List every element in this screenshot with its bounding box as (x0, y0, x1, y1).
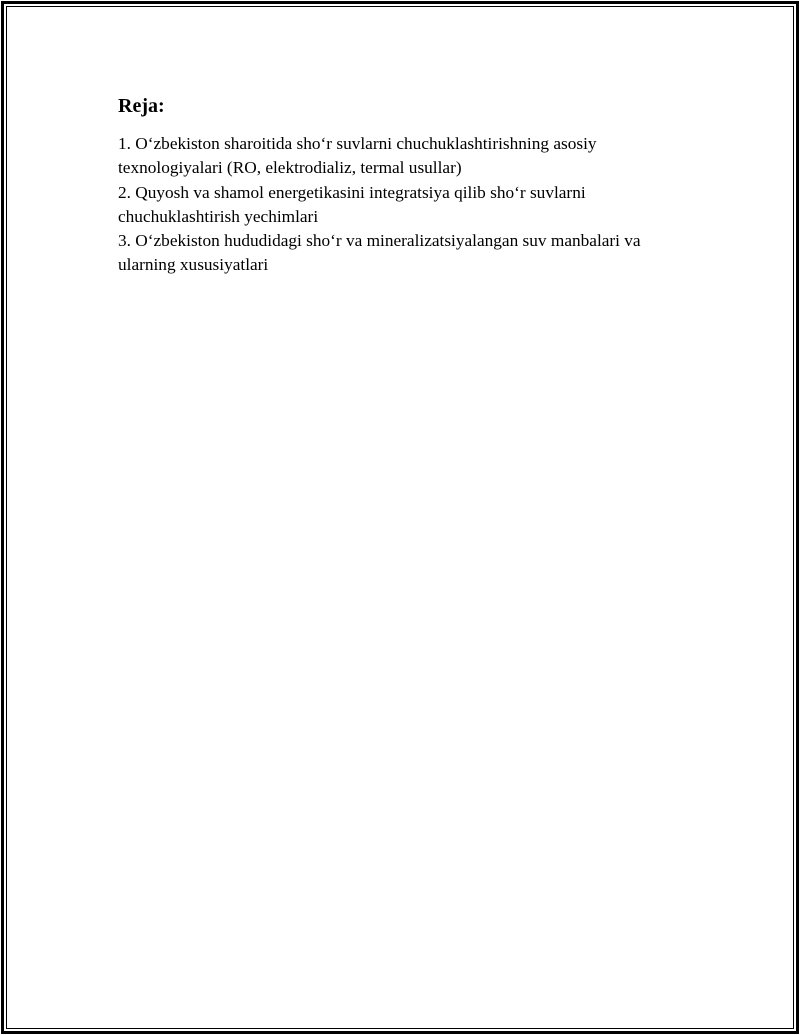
plan-heading: Reja: (118, 95, 165, 117)
plan-item-3: 3. O‘zbekiston hududidagi sho‘r va mineralizatsiyalangan suv manbalari va ularning xususiyatlari (118, 231, 641, 275)
plan-item-1: 1. O‘zbekiston sharoitida sho‘r suvlarni chuchuklashtirishning asosiy texnologiyalari (RO, elektrodializ, termal usullar) (118, 134, 597, 178)
document-body (118, 92, 698, 278)
plan-list (118, 132, 698, 278)
plan-item-2: 2. Quyosh va shamol energetikasini integratsiya qilib sho‘r suvlarni chuchuklashtirish yechimlari (118, 182, 586, 226)
